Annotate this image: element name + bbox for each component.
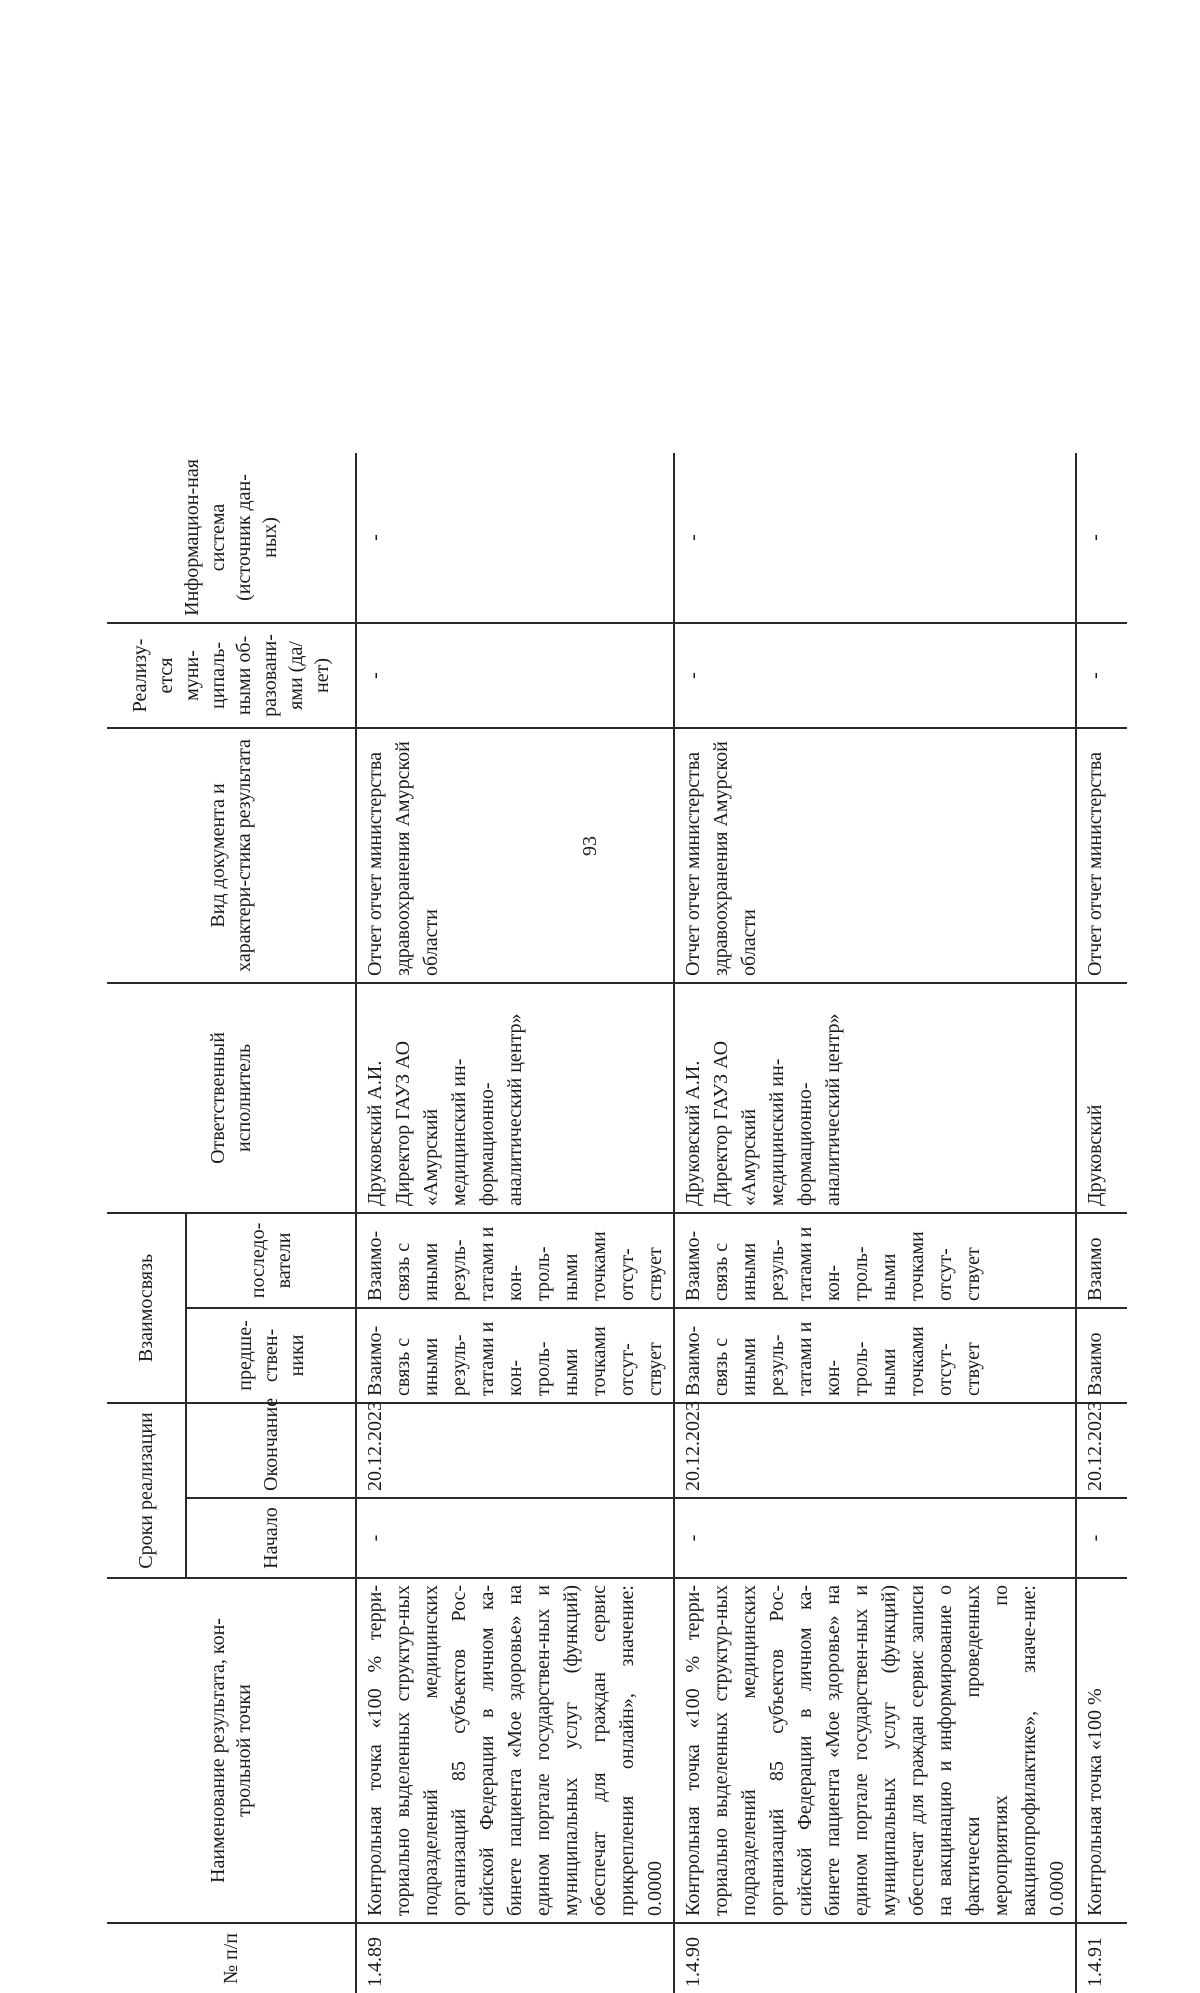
row-end: 20.12.2023	[674, 1403, 1076, 1498]
header-municipal: Реализу-ется муни-ципаль-ными об-разовани-ями (да/нет)	[107, 623, 356, 728]
row-num: 1.4.90	[674, 1923, 1076, 1993]
header-successors: последо-ватели	[186, 1213, 356, 1308]
table-row	[674, 453, 1076, 1993]
row-document: Отчет отчет министерства здравоохранения Амурской области	[674, 728, 1076, 983]
table-row	[356, 453, 674, 1993]
row-municipal: -	[356, 623, 674, 728]
header-num: № п/п	[107, 1923, 356, 1993]
page-number: 93	[579, 836, 601, 856]
header-info-system: Информацион-ная система (источник дан-ных)	[107, 453, 356, 623]
row-info-system: -	[1076, 453, 1127, 623]
row-start: -	[1076, 1498, 1127, 1578]
header-name: Наименование результата, кон-трольной точки	[107, 1578, 356, 1923]
row-document: Отчет отчет министерства	[1076, 728, 1127, 983]
row-end: 20.12.2023	[1076, 1403, 1127, 1498]
row-info-system: -	[356, 453, 674, 623]
table-row	[1076, 453, 1127, 1993]
results-table	[107, 453, 1127, 1993]
rotated-table-container	[107, 453, 1137, 1993]
row-name: Контрольная точка «100 % терри-ториально выделенных структур-ных подразделений медицинских организаций 85 субъектов Рос-сийской Федерации в личном ка-бинете пациента «Мое здоровье» на едином портале государствен-ных и муниципальных услуг (функций) обеспечат для граждан сервис записи на вакцинацию и информирование о фактически проведенных мероприятиях по вакцинопрофилактике», значе-ние: 0.0000	[674, 1578, 1076, 1923]
row-municipal: -	[1076, 623, 1127, 728]
row-responsible: Друковский А.И. Директор ГАУЗ АО «Амурский медицинский ин-формационно-аналитический центр»	[674, 983, 1076, 1213]
row-name: Контрольная точка «100 %	[1076, 1578, 1127, 1923]
row-successors: Взаимо-связь с иными резуль-татами и кон-троль-ными точками отсут-ствует	[356, 1213, 674, 1308]
row-responsible: Друковский А.И. Директор ГАУЗ АО «Амурский медицинский ин-формационно-аналитический центр»	[356, 983, 674, 1213]
header-row-1	[107, 453, 186, 1993]
header-predecessors: предше-ствен-ники	[186, 1308, 356, 1403]
row-document: Отчет отчет министерства здравоохранения Амурской области	[356, 728, 674, 983]
row-info-system: -	[674, 453, 1076, 623]
row-responsible: Друковский	[1076, 983, 1127, 1213]
row-predecessors: Взаимо-связь с иными резуль-татами и кон-троль-ными точками отсут-ствует	[674, 1308, 1076, 1403]
header-terms: Сроки реализации	[107, 1403, 186, 1578]
row-start: -	[674, 1498, 1076, 1578]
header-end: Окончание	[186, 1403, 356, 1498]
row-end: 20.12.2023	[356, 1403, 674, 1498]
row-start: -	[356, 1498, 674, 1578]
row-successors: Взаимо-связь с иными резуль-татами и кон-троль-ными точками отсут-ствует	[674, 1213, 1076, 1308]
row-successors: Взаимо	[1076, 1213, 1127, 1308]
row-predecessors: Взаимо	[1076, 1308, 1127, 1403]
row-name: Контрольная точка «100 % терри-ториально выделенных структур-ных подразделений медицинских организаций 85 субъектов Рос-сийской Федерации в личном ка-бинете пациента «Мое здоровье» на едином портале государствен-ных и муниципальных услуг (функций) обеспечат для граждан сервис прикрепления онлайн», значение: 0.0000	[356, 1578, 674, 1923]
row-num: 1.4.91	[1076, 1923, 1127, 1993]
row-predecessors: Взаимо-связь с иными резуль-татами и кон-троль-ными точками отсут-ствует	[356, 1308, 674, 1403]
header-start: Начало	[186, 1498, 356, 1578]
header-responsible: Ответственный исполнитель	[107, 983, 356, 1213]
header-document: Вид документа и характери-стика результата	[107, 728, 356, 983]
row-municipal: -	[674, 623, 1076, 728]
header-link: Взаимосвязь	[107, 1213, 186, 1403]
row-num: 1.4.89	[356, 1923, 674, 1993]
